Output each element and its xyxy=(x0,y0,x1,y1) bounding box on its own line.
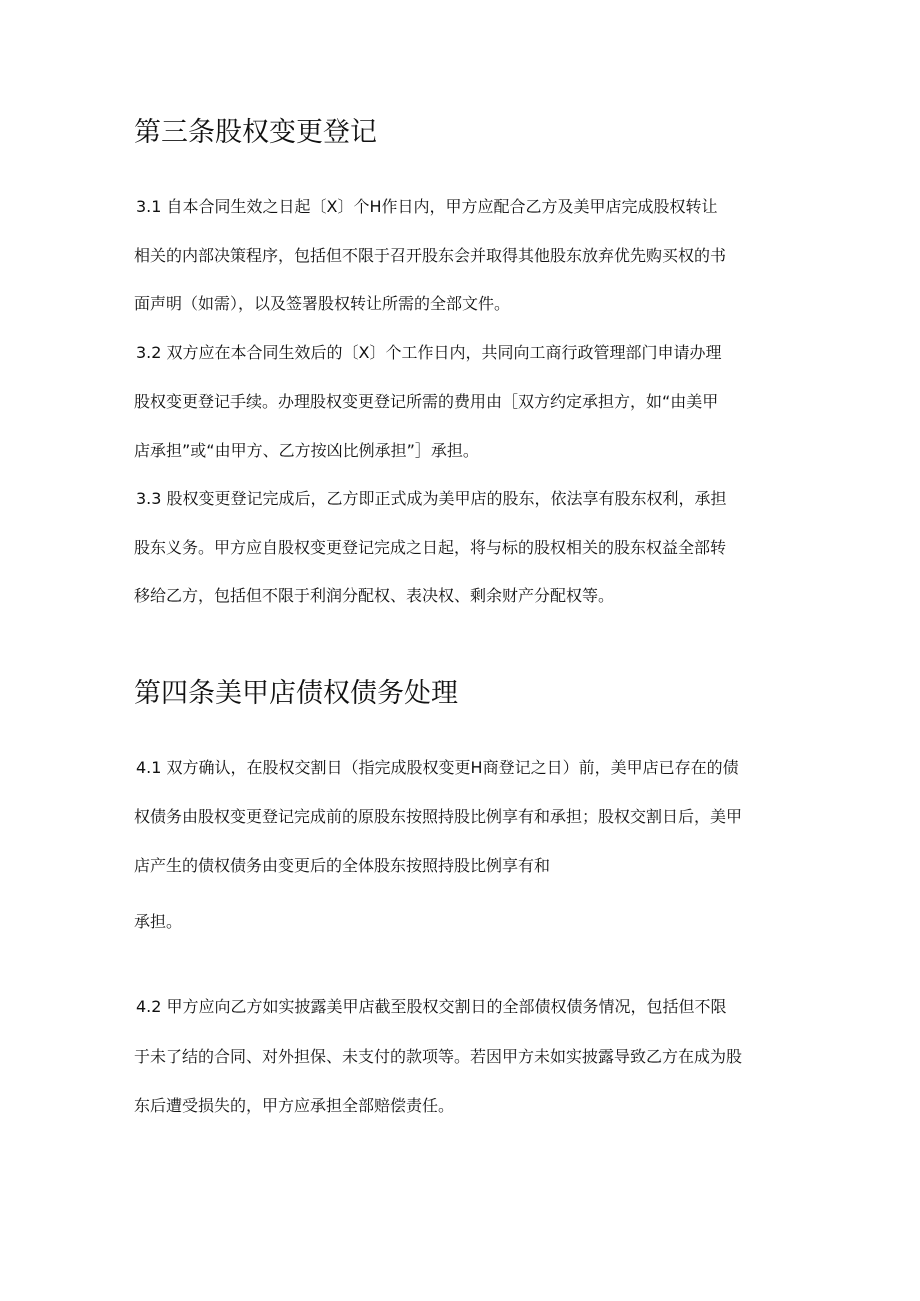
article-4-heading: 第四条美甲店债权债务处理 xyxy=(134,678,458,709)
clause-4-2-line-3: 东后遭受损失的，甲方应承担全部赔偿责任。 xyxy=(134,1096,455,1115)
clause-3-3-line-3: 移给乙方，包括但不限于利润分配权、表决权、剩余财产分配权等。 xyxy=(134,586,615,605)
clause-3-1-line-2: 相关的内部决策程序，包括但不限于召开股东会并取得其他股东放弃优先购买权的书 xyxy=(134,246,727,265)
article-3-heading: 第三条股权变更登记 xyxy=(134,117,377,148)
clause-4-1-line-1: 4.1 双方确认，在股权交割日（指完成股权变更H商登记之日）前，美甲店已存在的债 xyxy=(136,758,739,777)
clause-4-1-line-3: 店产生的债权债务由变更后的全体股东按照持股比例享有和 xyxy=(134,856,551,875)
clause-3-1-line-3: 面声明（如需），以及签署股权转让所需的全部文件。 xyxy=(134,294,511,313)
clause-4-1-line-4: 承担。 xyxy=(134,912,183,931)
clause-4-1-line-2: 权债务由股权变更登记完成前的原股东按照持股比例享有和承担；股权交割日后，美甲 xyxy=(134,807,743,826)
clause-3-2-line-2: 股权变更登记手续。办理股权变更登记所需的费用由［双方约定承担方，如“由美甲 xyxy=(134,392,719,411)
clause-3-3-line-2: 股东义务。甲方应自股权变更登记完成之日起，将与标的股权相关的股东权益全部转 xyxy=(134,538,727,557)
clause-3-1-line-1: 3.1 自本合同生效之日起〔X〕个H作日内，甲方应配合乙方及美甲店完成股权转让 xyxy=(136,197,718,216)
clause-3-3-line-1: 3.3 股权变更登记完成后，乙方即正式成为美甲店的股东，依法享有股东权利，承担 xyxy=(136,489,727,508)
clause-4-2-line-2: 于未了结的合同、对外担保、未支付的款项等。若因甲方未如实披露导致乙方在成为股 xyxy=(134,1047,743,1066)
clause-3-2-line-1: 3.2 双方应在本合同生效后的〔X〕个工作日内，共同向工商行政管理部门申请办理 xyxy=(136,343,722,362)
clause-3-2-line-3: 店承担”或“由甲方、乙方按凶比例承担”］承担。 xyxy=(134,441,479,460)
clause-4-2-line-1: 4.2 甲方应向乙方如实披露美甲店截至股权交割日的全部债权债务情况，包括但不限 xyxy=(136,997,727,1016)
